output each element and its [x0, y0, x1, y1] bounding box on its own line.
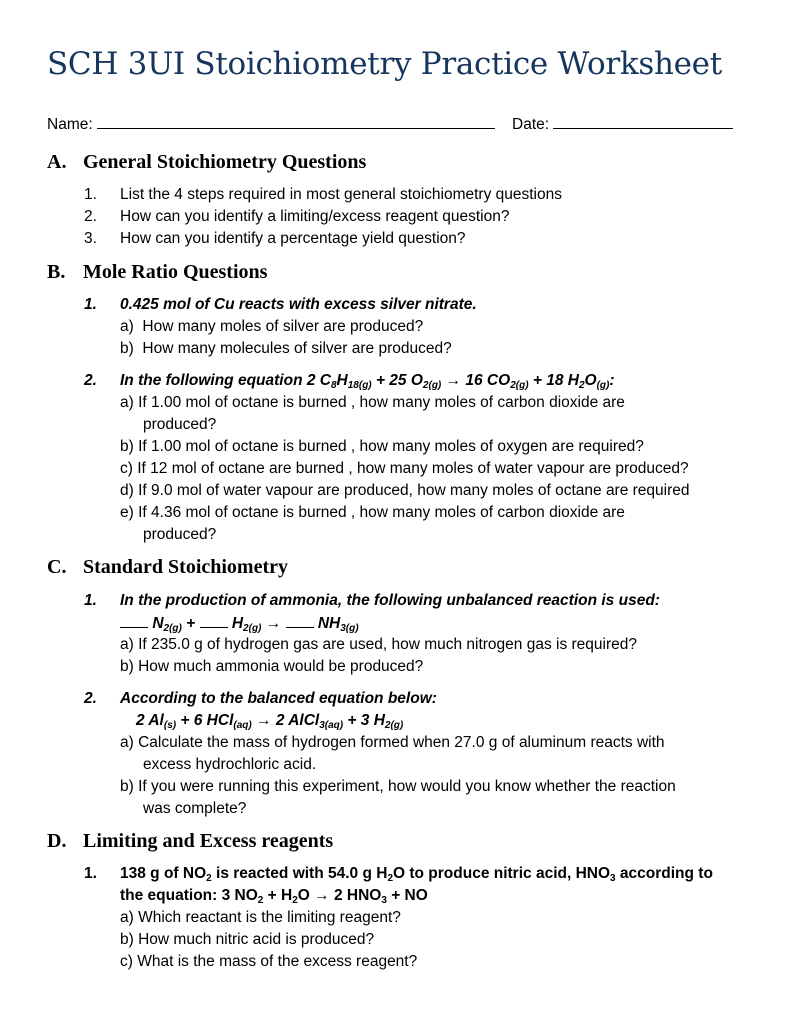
eq-sub: 2(g)	[422, 380, 442, 391]
eq-sub: 2(g)	[510, 380, 529, 391]
c-q2-part-b	[120, 777, 676, 797]
part-text: Calculate the mass of hydrogen formed when 27.0 g of aluminum reacts with	[138, 734, 665, 751]
eq-text: 138 g of NO	[120, 865, 207, 882]
eq-sub: 2	[387, 873, 393, 884]
part-text: If 235.0 g of hydrogen gas are used, how much nitrogen gas is required?	[138, 636, 638, 653]
part-label: b)	[120, 438, 134, 455]
d-q1-part-c	[120, 952, 417, 972]
part-label: a)	[120, 394, 134, 411]
eq-text: +	[181, 615, 200, 632]
b-q1-text: 0.425 mol of Cu reacts with excess silver nitrate.	[120, 296, 477, 313]
eq-sub: 3(aq)	[319, 720, 344, 731]
c-q1-equation	[120, 613, 359, 634]
eq-text: O	[584, 372, 597, 389]
part-label: e)	[120, 504, 134, 521]
eq-text: NH	[317, 615, 341, 632]
eq-sub: (s)	[163, 720, 177, 731]
eq-sub: 2(g)	[243, 623, 262, 634]
page-title: SCH 3UI Stoichiometry Practice Worksheet	[47, 46, 722, 82]
eq-text: In the following equation 2 C	[120, 372, 331, 389]
eq-sub: 3	[610, 873, 616, 884]
date-label: Date:	[512, 116, 550, 133]
eq-text: O → 2 HNO	[297, 887, 382, 904]
section-a-heading	[47, 150, 366, 174]
part-label: b)	[120, 931, 134, 948]
eq-text: O to produce nitric acid, HNO	[393, 865, 611, 882]
eq-text: + 6 HCl	[176, 712, 234, 729]
a-q1-num: 1.	[84, 186, 97, 203]
c-q1-part-b	[120, 657, 423, 677]
b-q2-part-d	[120, 481, 690, 501]
eq-sub: 3(g)	[340, 623, 359, 634]
eq-sub: 2	[206, 873, 212, 884]
eq-text: the equation: 3 NO	[120, 887, 258, 904]
part-label: b)	[120, 778, 134, 795]
name-blank[interactable]	[97, 114, 495, 129]
b-q1-num: 1.	[84, 296, 97, 313]
section-d-heading	[47, 829, 333, 853]
coefficient-blank[interactable]	[286, 613, 314, 628]
d-q1-num: 1.	[84, 865, 97, 882]
c-q1-text: In the production of ammonia, the following unbalanced reaction is used:	[120, 592, 660, 609]
date-field[interactable]	[512, 114, 733, 135]
part-label: b)	[120, 658, 134, 675]
section-title: General Stoichiometry Questions	[83, 151, 367, 173]
name-label: Name:	[47, 116, 93, 133]
eq-text: → 16 CO	[441, 372, 511, 389]
eq-sub: 2	[292, 895, 298, 906]
eq-text: H	[231, 615, 244, 632]
eq-sub: (g)	[596, 380, 610, 391]
b-q2-part-e-cont: produced?	[143, 526, 217, 543]
part-text: How much ammonia would be produced?	[138, 658, 424, 675]
part-label: d)	[120, 482, 134, 499]
c-q2-part-a	[120, 733, 665, 753]
c-q2-part-b-cont: was complete?	[143, 800, 247, 817]
a-q2-text: How can you identify a limiting/excess reagent question?	[120, 208, 510, 225]
eq-text: N	[152, 615, 164, 632]
section-letter: B.	[47, 261, 66, 283]
eq-text: + 3 H	[343, 712, 385, 729]
section-title: Standard Stoichiometry	[83, 556, 288, 578]
d-q1-part-b	[120, 930, 374, 950]
eq-text: →	[261, 615, 286, 632]
c-q1-num: 1.	[84, 592, 97, 609]
part-text: How much nitric acid is produced?	[138, 931, 375, 948]
eq-sub: 2(g)	[163, 623, 182, 634]
coefficient-blank[interactable]	[120, 613, 148, 628]
part-label: a)	[120, 636, 134, 653]
eq-text: → 2 AlCl	[251, 712, 320, 729]
b-q1-part-a	[120, 317, 423, 337]
eq-sub: 18(g)	[347, 380, 372, 391]
eq-text: + 25 O	[371, 372, 423, 389]
d-q1-line1	[120, 864, 713, 884]
b-q1-part-b	[120, 339, 452, 359]
b-q2-part-a	[120, 393, 625, 413]
b-q2-equation	[120, 371, 615, 391]
part-text: Which reactant is the limiting reagent?	[138, 909, 401, 926]
a-q2-num: 2.	[84, 208, 97, 225]
b-q2-part-c	[120, 459, 689, 479]
part-text: How many molecules of silver are produced?	[142, 340, 452, 357]
section-letter: C.	[47, 556, 67, 578]
c-q2-text: According to the balanced equation below:	[120, 690, 437, 707]
a-q1-text: List the 4 steps required in most general stoichiometry questions	[120, 186, 562, 203]
section-letter: A.	[47, 151, 67, 173]
eq-sub: 8	[330, 380, 337, 391]
part-text: If 4.36 mol of octane is burned , how many moles of carbon dioxide are	[138, 504, 625, 521]
part-text: If you were running this experiment, how would you know whether the reaction	[138, 778, 676, 795]
part-text: What is the mass of the excess reagent?	[137, 953, 418, 970]
eq-text: + 18 H	[528, 372, 579, 389]
section-letter: D.	[47, 830, 67, 852]
part-label: a)	[120, 734, 134, 751]
eq-text: + NO	[386, 887, 428, 904]
part-label: b)	[120, 340, 134, 357]
b-q2-part-e	[120, 503, 625, 523]
part-text: If 9.0 mol of water vapour are produced, how many moles of octane are required	[138, 482, 690, 499]
b-q2-part-b	[120, 437, 644, 457]
eq-sub: 2	[578, 380, 585, 391]
part-text: If 12 mol of octane are burned , how many moles of water vapour are produced?	[137, 460, 689, 477]
eq-sub: 2(g)	[384, 720, 404, 731]
coefficient-blank[interactable]	[200, 613, 228, 628]
part-label: a)	[120, 318, 134, 335]
a-q3-text: How can you identify a percentage yield question?	[120, 230, 466, 247]
eq-text: 2 Al	[136, 712, 164, 729]
part-text: How many moles of silver are produced?	[142, 318, 424, 335]
section-title: Limiting and Excess reagents	[83, 830, 334, 852]
part-label: c)	[120, 460, 133, 477]
b-q2-num: 2.	[84, 372, 97, 389]
c-q2-part-a-cont: excess hydrochloric acid.	[143, 756, 317, 773]
eq-sub: 3	[381, 895, 387, 906]
b-q2-part-a-cont: produced?	[143, 416, 217, 433]
name-field[interactable]	[47, 114, 495, 135]
date-blank[interactable]	[553, 114, 733, 129]
part-text: If 1.00 mol of octane is burned , how many moles of carbon dioxide are	[138, 394, 625, 411]
eq-sub: (aq)	[233, 720, 252, 731]
eq-text: + H	[263, 887, 293, 904]
eq-text: is reacted with 54.0 g H	[211, 865, 388, 882]
eq-text: :	[609, 372, 615, 389]
section-c-heading	[47, 555, 288, 579]
part-label: a)	[120, 909, 134, 926]
part-label: c)	[120, 953, 133, 970]
c-q2-equation	[136, 711, 403, 731]
d-q1-part-a	[120, 908, 401, 928]
d-q1-line2	[120, 886, 428, 906]
eq-sub: 2	[257, 895, 264, 906]
c-q1-part-a	[120, 635, 637, 655]
part-text: If 1.00 mol of octane is burned , how many moles of oxygen are required?	[138, 438, 644, 455]
section-title: Mole Ratio Questions	[83, 261, 268, 283]
eq-text: according to	[615, 865, 713, 882]
eq-text: H	[336, 372, 348, 389]
c-q2-num: 2.	[84, 690, 97, 707]
section-b-heading	[47, 260, 267, 284]
a-q3-num: 3.	[84, 230, 97, 247]
